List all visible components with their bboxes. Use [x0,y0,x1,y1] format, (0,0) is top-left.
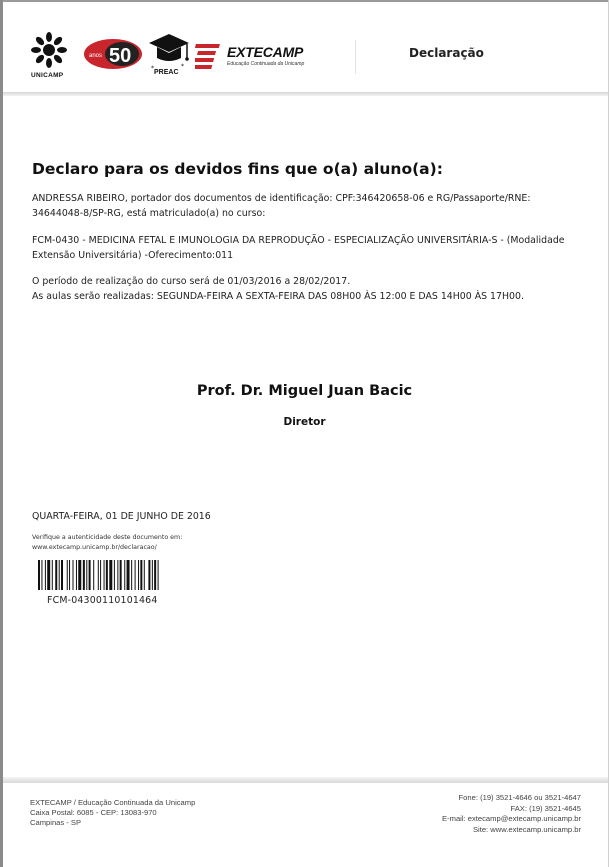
barcode-number: FCM-04300110101464 [47,595,158,606]
course-line-2: Extensão Universitária) -Oferecimento:011 [32,250,234,261]
document-title: Declaração [409,46,484,60]
fifty-label: 50 [109,45,132,67]
barcode-image [38,560,198,590]
logo-strip [29,28,319,84]
footer-email: E-mail: extecamp@extecamp.unicamp.br [442,814,581,823]
footer-contacts [442,793,581,835]
verification-note [32,533,182,553]
document-header [3,2,608,94]
svg-text:*: * [151,65,154,72]
student-line-2: 34644048-8/SP-RG, está matriculado(a) no curso: [32,208,266,219]
footer-phone: Fone: (19) 3521-4646 ou 3521-4647 [458,793,581,802]
header-shadow [3,92,608,96]
document-footer [3,783,608,867]
extecamp-logo-name: EXTECAMP [227,44,304,60]
signer-name: Prof. Dr. Miguel Juan Bacic [196,383,413,399]
period-paragraph [32,274,577,304]
extecamp-logo-subtitle: Educação Continuada da Unicamp [227,61,305,67]
verify-text: Verifique a autenticidade deste documento em: [32,534,183,541]
footer-city: Campinas - SP [30,818,82,827]
document-date: QUARTA-FEIRA, 01 DE JUNHO DE 2016 [32,511,211,522]
student-line-1: ANDRESSA RIBEIRO, portador dos documentos de identificação: CPF:346420658-06 e RG/Passaporte/RNE: [32,193,531,204]
declaration-heading: Declaro para os devidos fins que o(a) aluno(a): [32,160,443,178]
schedule-line: As aulas serão realizadas: SEGUNDA-FEIRA A SEXTA-FEIRA DAS 08H00 ÀS 12:00 E DAS 14H00 ÀS 17H00. [32,291,524,302]
unicamp-logo-text: UNICAMP [31,72,64,79]
header-divider [355,40,356,74]
footer-fax: FAX: (19) 3521-4645 [510,803,581,813]
student-paragraph [32,191,577,221]
course-paragraph [32,233,577,263]
verify-url: www.extecamp.unicamp.br/declaracao/ [32,544,157,551]
period-line: O período de realização do curso será de 01/03/2016 a 28/02/2017. [32,276,351,287]
preac-logo-text: PREAC [154,69,179,76]
anniversary-50-logo-icon [83,38,143,70]
footer-org: EXTECAMP / Educação Continuada da Unicamp [30,798,196,807]
footer-address [30,798,195,828]
course-line-1: FCM-0430 - MEDICINA FETAL E IMUNOLOGIA DA REPRODUÇÃO - ESPECIALIZAÇÃO UNIVERSITÁRIA-S - (Modalidade [32,235,565,246]
svg-text:*: * [181,63,184,70]
footer-site: Site: www.extecamp.unicamp.br [472,824,581,834]
footer-postal: Caixa Postal: 6085 - CEP: 13083-970 [30,808,157,817]
anos-label: anos [89,53,103,59]
signer-role: Diretor [283,416,326,428]
page-left-border [0,0,3,867]
